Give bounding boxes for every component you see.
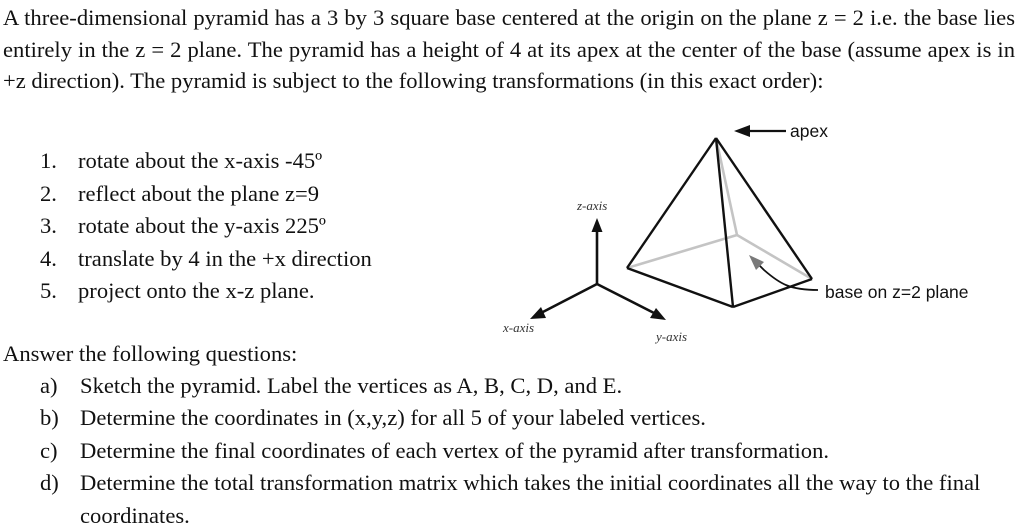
y-axis-line bbox=[597, 284, 656, 314]
question-label: c) bbox=[40, 437, 58, 463]
transformation-step bbox=[40, 210, 460, 243]
apex-pointer bbox=[734, 125, 786, 137]
step-number: 1. bbox=[40, 148, 57, 173]
base-pointer bbox=[749, 255, 818, 290]
question-text: Determine the final coordinates of each vertex of the pyramid after transformation. bbox=[80, 437, 830, 463]
question-item bbox=[40, 435, 1015, 467]
question-item bbox=[40, 370, 1015, 402]
problem-statement: A three-dimensional pyramid has a 3 by 3 square base centered at the origin on the plane z = 2 i.e. the base lies entirely in the z = 2 plane. The pyramid has a height of 4 at its apex at the center of the base (assume apex is in +z direction). The pyramid is subject to the following transformations (in this exact order): bbox=[3, 5, 1015, 93]
step-text: translate by 4 in the +x direction bbox=[78, 245, 372, 271]
apex-label: apex bbox=[790, 121, 828, 141]
question-text: Determine the total transformation matrix which takes the initial coordinates all the way to the final coordinates. bbox=[80, 470, 981, 528]
step-text: rotate about the x-axis -45º bbox=[78, 148, 323, 173]
step-number: 3. bbox=[40, 213, 57, 238]
x-axis-label: x-axis bbox=[503, 320, 535, 335]
coordinate-axes bbox=[530, 218, 666, 320]
question-item bbox=[40, 467, 1015, 532]
x-axis-arrowhead bbox=[530, 307, 546, 319]
transformation-step bbox=[40, 275, 460, 308]
transformation-step bbox=[40, 178, 460, 211]
question-item bbox=[40, 402, 1015, 434]
step-text: rotate about the y-axis 225º bbox=[78, 213, 326, 238]
base-label: base on z=2 plane bbox=[825, 282, 969, 302]
question-label: a) bbox=[40, 373, 58, 398]
y-axis-label: y-axis bbox=[656, 329, 688, 344]
question-label: b) bbox=[40, 405, 59, 431]
transformation-step bbox=[40, 145, 460, 178]
question-text: Sketch the pyramid. Label the vertices as A, B, C, D, and E. bbox=[80, 373, 623, 398]
step-number: 5. bbox=[40, 278, 57, 303]
y-axis-arrowhead bbox=[650, 308, 666, 320]
step-text: project onto the x-z plane. bbox=[78, 278, 315, 303]
pyramid-hidden-edges bbox=[627, 138, 812, 279]
step-number: 2. bbox=[40, 180, 57, 206]
x-axis-line bbox=[539, 284, 597, 314]
step-text: reflect about the plane z=9 bbox=[78, 180, 320, 206]
transformation-step bbox=[40, 243, 460, 276]
pyramid-visible-edges bbox=[627, 138, 812, 307]
step-number: 4. bbox=[40, 245, 57, 271]
question-text: Determine the coordinates in (x,y,z) for all 5 of your labeled vertices. bbox=[80, 405, 706, 431]
z-axis-label: z-axis bbox=[577, 198, 608, 213]
question-label: d) bbox=[40, 470, 59, 496]
questions-heading: Answer the following questions: bbox=[3, 341, 298, 366]
z-axis-arrowhead bbox=[592, 218, 603, 232]
transformation-list bbox=[40, 145, 460, 308]
question-list bbox=[40, 370, 1015, 532]
